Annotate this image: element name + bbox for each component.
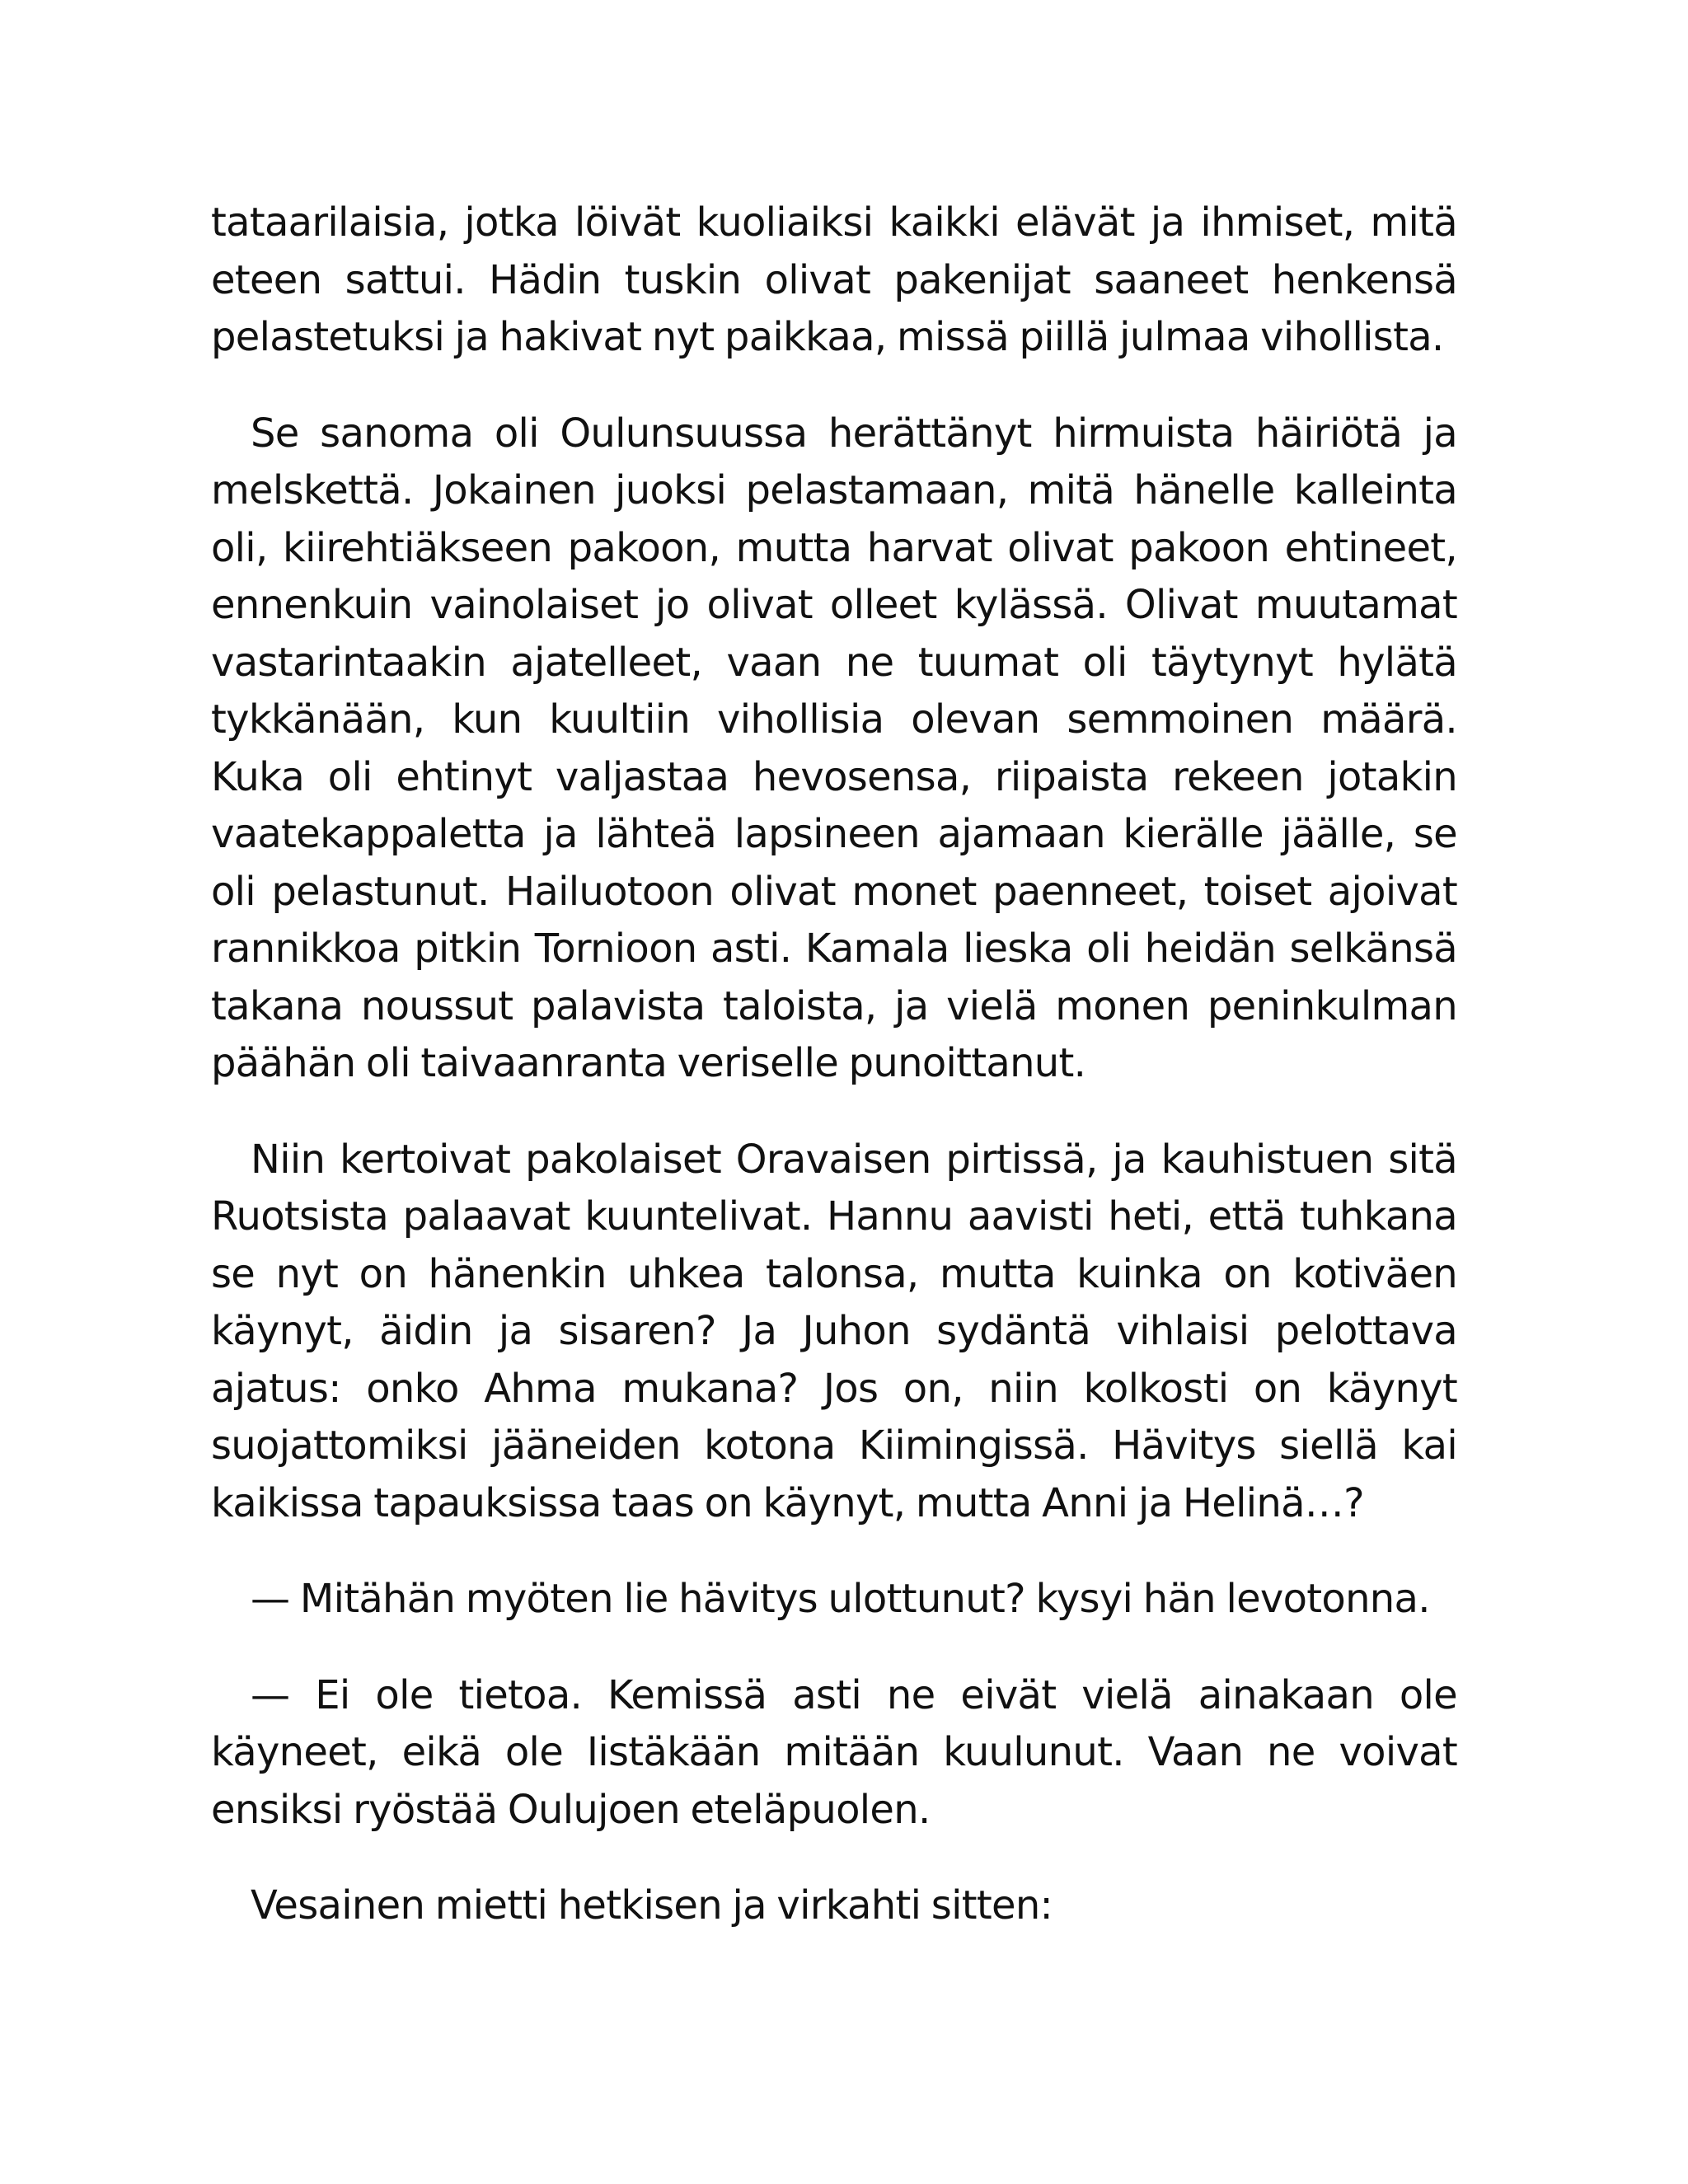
paragraph-3: Niin kertoivat pakolaiset Oravaisen pirtissä, ja kauhistuen sitä Ruotsista palaavat kuuntelivat. Hannu aavisti heti, että tuhkana se nyt on hänenkin uhkea talonsa, mutta kuinka on kotiväen käynyt, äidin ja sisaren? Ja Juhon sydäntä vihlaisi pelottava ajatus: onko Ahma mukana? Jos on, niin kolkosti on käynyt suojattomiksi jääneiden kotona Kiimingissä. Hävitys siellä kai kaikissa tapauksissa taas on käynyt, mutta Anni ja Helinä…?: [211, 1136, 1457, 1526]
dialogue-2: — Ei ole tietoa. Kemissä asti ne eivät vielä ainakaan ole käyneet, eikä ole Iistäkään mitään kuulunut. Vaan ne voivat ensiksi ryöstää Oulujoen eteläpuolen.: [211, 1671, 1457, 1833]
paragraph-6: Vesainen mietti hetkisen ja virkahti sitten:: [251, 1882, 1053, 1929]
paragraph-1: tataarilaisia, jotka löivät kuoliaiksi kaikki elävät ja ihmiset, mitä eteen sattui. Hädin tuskin olivat pakenijat saaneet henkensä pelastetuksi ja hakivat nyt paikkaa, missä piillä julmaa vihollista.: [211, 199, 1457, 360]
paragraph-2: Se sanoma oli Oulunsuussa herättänyt hirmuista häiriötä ja melskettä. Jokainen juoksi pelastamaan, mitä hänelle kalleinta oli, kiirehtiäkseen pakoon, mutta harvat olivat pakoon ehtineet, ennenkuin vainolaiset jo olivat olleet kylässä. Olivat muutamat vastarintaakin ajatelleet, vaan ne tuumat oli täytynyt hylätä tykkänään, kun kuultiin vihollisia olevan semmoinen määrä. Kuka oli ehtinyt valjastaa hevosensa, riipaista rekeen jotakin vaatekappaletta ja lähteä lapsineen ajamaan kierälle jäälle, se oli pelastunut. Hailuotoon olivat monet paenneet, toiset ajoivat rannikkoa pitkin Tornioon asti. Kamala lieska oli heidän selkänsä takana noussut palavista taloista, ja vielä monen peninkulman päähän oli taivaanranta veriselle punoittanut.: [211, 410, 1457, 1086]
page-text: [211, 194, 1457, 1974]
dialogue-1: — Mitähän myöten lie hävitys ulottunut? kysyi hän levotonna.: [251, 1576, 1430, 1622]
